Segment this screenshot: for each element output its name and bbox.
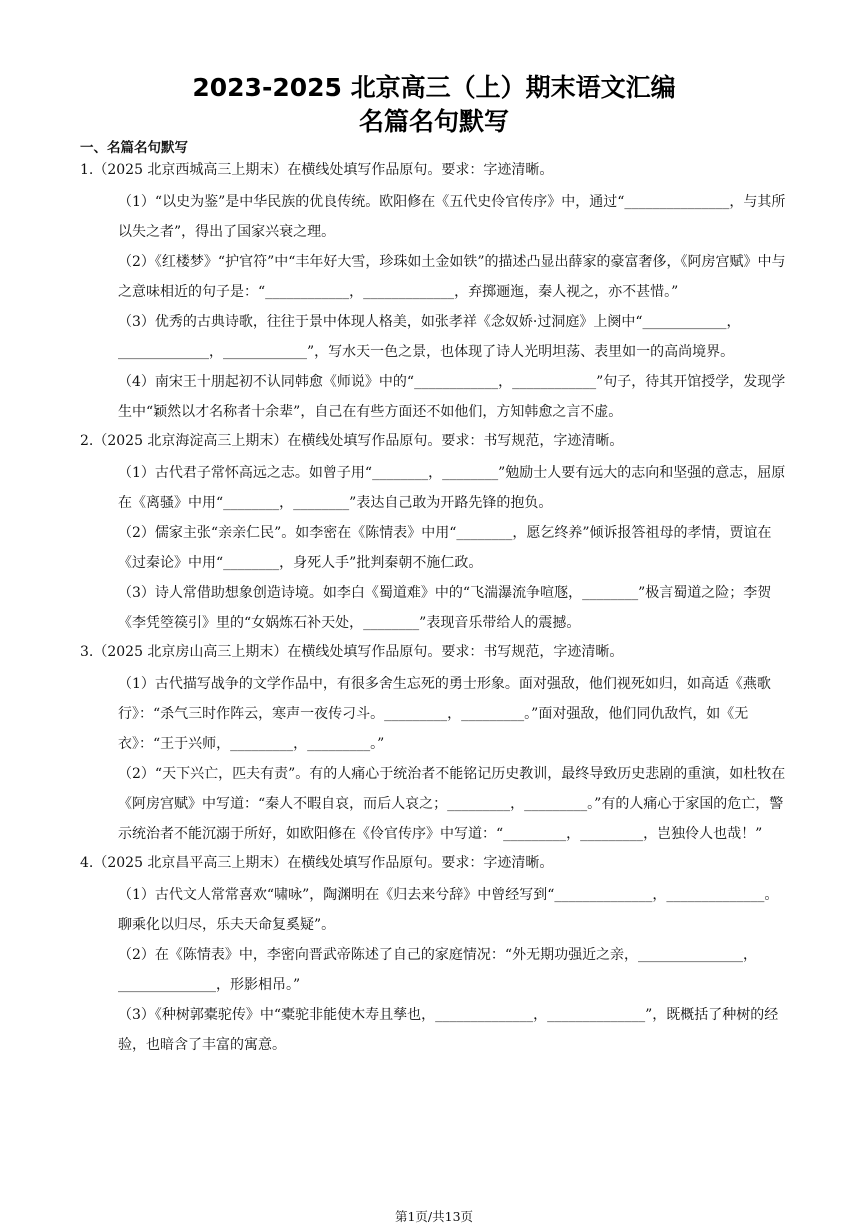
question-head: 1.（2025 北京西城高三上期末）在横线处填写作品原句。要求：字迹清晰。 <box>80 162 554 178</box>
page-footer: 第1页/共13页 <box>394 1209 474 1224</box>
question-item: （2）《红楼梦》“护官符”中“丰年好大雪，珍珠如土金如铁”的描述凸显出薛家的豪富奢侈，《阿房宫赋》中与之意味相近的句子是：“____________，_____________，弃掷逦迤，秦人视之，亦不甚惜。” <box>118 254 786 300</box>
question-head: 2.（2025 北京海淀高三上期末）在横线处填写作品原句。要求：书写规范，字迹清晰。 <box>80 433 624 449</box>
document-title: 2023-2025 北京高三（上）期末语文汇编 <box>192 73 676 102</box>
question-head: 3.（2025 北京房山高三上期末）在横线处填写作品原句。要求：书写规范，字迹清晰。 <box>80 644 624 660</box>
question-item: （3）优秀的古典诗歌，往往于景中体现人格美，如张孝祥《念奴娇·过洞庭》上阕中“____________，_____________，____________”，写水天一色之景，也体现了诗人光明坦荡、表里如一的高尚境界。 <box>118 314 741 360</box>
section-heading: 一、名篇名句默写 <box>80 140 188 156</box>
question-item: （2）在《陈情表》中，李密向晋武帝陈述了自己的家庭情况：“外无期功强近之亲，_______________，______________，形影相吊。” <box>118 947 758 993</box>
question-3 <box>80 640 792 849</box>
question-item: （4）南宋王十朋起初不认同韩愈《师说》中的“____________，____________”句子，待其开馆授学，发现学生中“颖然以才名称者十余辈”，自己在有些方面还不如他们，方知韩愈之言不虚。 <box>118 374 786 420</box>
question-item: （1）“以史为鉴”是中华民族的优良传统。欧阳修在《五代史伶官传序》中，通过“_______________，与其所以失之者”，得出了国家兴衰之理。 <box>118 194 786 240</box>
question-1 <box>80 158 792 427</box>
question-item: （1）古代文人常常喜欢“啸咏”，陶渊明在《归去来兮辞》中曾经写到“______________，______________。聊乘化以归尽，乐夫天命复奚疑”。 <box>118 887 779 933</box>
question-2 <box>80 429 792 638</box>
question-item: （1）古代君子常怀高远之志。如曾子用“________，________”勉励士人要有远大的志向和坚强的意志，屈原在《离骚》中用“________，________”表达自己敢为开路先锋的抱负。 <box>118 465 786 511</box>
question-item: （2）儒家主张“亲亲仁民”。如李密在《陈情表》中用“________，愿乞终养”倾诉报答祖母的孝情，贾谊在《过秦论》中用“________，身死人手”批判秦朝不施仁政。 <box>118 525 772 571</box>
document-subtitle: 名篇名句默写 <box>358 107 509 136</box>
question-head: 4.（2025 北京昌平高三上期末）在横线处填写作品原句。要求：字迹清晰。 <box>80 855 554 871</box>
question-4 <box>80 851 792 1060</box>
question-item: （2）“天下兴亡，匹夫有责”。有的人痛心于统治者不能铭记历史教训，最终导致历史悲剧的重演，如杜牧在《阿房宫赋》中写道：“秦人不暇自哀，而后人哀之；_________，_________。”有的人痛心于家国的危亡，警示统治者不能沉溺于所好，如欧阳修在《伶官传序》中写道：“_________，_________，岂独伶人也哉！” <box>118 766 786 842</box>
question-item: （3）诗人常借助想象创造诗境。如李白《蜀道难》中的“飞湍瀑流争喧豗，________”极言蜀道之险；李贺《李凭箜篌引》里的“女娲炼石补天处，________”表现音乐带给人的震撼。 <box>118 585 772 631</box>
question-list <box>80 156 792 1062</box>
question-item: （3）《种树郭橐驼传》中“橐驼非能使木寿且孳也，______________，______________”，既概括了种树的经验，也暗含了丰富的寓意。 <box>118 1007 779 1053</box>
question-item: （1）古代描写战争的文学作品中，有很多舍生忘死的勇士形象。面对强敌，他们视死如归，如高适《燕歌行》：“杀气三时作阵云，寒声一夜传刁斗。_________，_________。”面对强敌，他们同仇敌忾，如《无衣》：“王于兴师，_________，_________。” <box>118 676 771 752</box>
